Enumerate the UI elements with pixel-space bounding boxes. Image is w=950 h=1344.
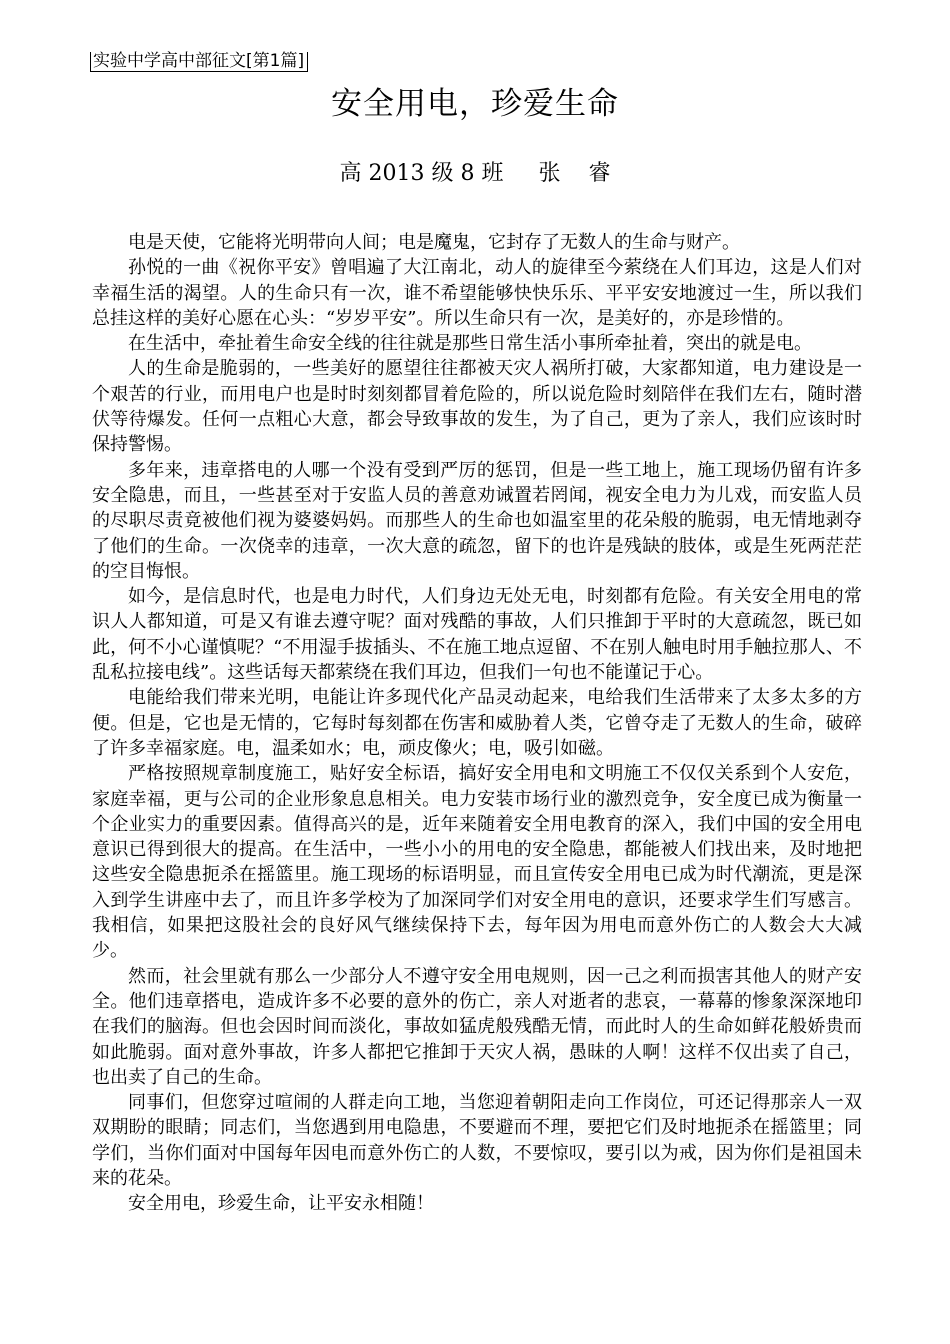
paragraph: 安全用电，珍爱生命，让平安永相随！ xyxy=(128,1193,434,1215)
paragraph: 在生活中，牵扯着生命安全线的往往就是那些日常生活小事所牵扯着，突出的就是电。 xyxy=(128,333,812,355)
paragraph: 严格按照规章制度施工，贴好安全标语，搞好安全用电和文明施工不仅仅关系到个人安危，家庭幸福，更与公司的企业形象息息相关。电力安装市场行业的激烈竞争，安全度已成为衡量一个企业实力的重要因素。值得高兴的是，近年来随着安全用电教育的深入，我们中国的安全用电意识已得到很大的提高。在生活中，一些小小的用电的安全隐患，都能被人们找出来，及时地把这些安全隐患扼杀在摇篮里。施工现场的标语明显，而且宣传安全用电已成为时代潮流，更是深入到学生讲座中去了，而且许多学校为了加深同学们对安全用电的意识，还要求学生们写感言。我相信，如果把这股社会的良好风气继续保持下去，每年因为用电而意外伤亡的人数会大大减少。 xyxy=(92,763,862,962)
essay-body xyxy=(92,230,862,1217)
essay-series-label: 实验中学高中部征文[第1篇] xyxy=(90,52,308,72)
essay-title: 安全用电，珍爱生命 xyxy=(331,86,619,122)
paragraph: 电是天使，它能将光明带向人间；电是魔鬼，它封存了无数人的生命与财产。 xyxy=(128,232,740,253)
paragraph: 人的生命是脆弱的，一些美好的愿望往往都被天灾人祸所打破，大家都知道，电力建设是一个艰苦的行业，而用电户也是时时刻刻都冒着危险的，所以说危险时刻陪伴在我们左右，随时潜伏等待爆发。任何一点粗心大意，都会导致事故的发生，为了自己，更为了亲人，我们应该时时保持警惕。 xyxy=(92,358,862,456)
paragraph: 电能给我们带来光明，电能让许多现代化产品灵动起来，电给我们生活带来了太多太多的方便。但是，它也是无情的，它每时每刻都在伤害和威胁着人类，它曾夺走了无数人的生命，破碎了许多幸福家庭。电，温柔如水；电，顽皮像火；电，吸引如磁。 xyxy=(92,687,862,759)
paragraph: 多年来，违章搭电的人哪一个没有受到严厉的惩罚，但是一些工地上，施工现场仍留有许多安全隐患，而且，一些甚至对于安监人员的善意劝诫置若罔闻，视安全电力为儿戏，而安监人员的尽职尽责竟被他们视为婆婆妈妈。而那些人的生命也如温室里的花朵般的脆弱，电无情地剥夺了他们的生命。一次侥幸的违章，一次大意的疏忽，留下的也许是残缺的肢体，或是生死两茫茫的空目悔恨。 xyxy=(92,459,862,582)
paragraph: 如今，是信息时代，也是电力时代，人们身边无处无电，时刻都有危险。有关安全用电的常识人人都知道，可是又有谁去遵守呢？面对残酷的事故，人们只推卸于平时的大意疏忽，既已如此，何不小心谨慎呢？“不用湿手拔插头、不在施工地点逗留、不在别人触电时用手触拉那人、不乱私拉接电线”。这些话每天都萦绕在我们耳边，但我们一句也不能谨记于心。 xyxy=(92,586,862,684)
paragraph: 同事们，但您穿过喧闹的人群走向工地，当您迎着朝阳走向工作岗位，可还记得那亲人一双双期盼的眼睛；同志们，当您遇到用电隐患，不要避而不理，要把它们及时地扼杀在摇篮里；同学们，当你们面对中国每年因电而意外伤亡的人数，不要惊叹，要引以为戒，因为你们是祖国未来的花朵。 xyxy=(92,1092,862,1189)
paragraph: 孙悦的一曲《祝你平安》曾唱遍了大江南北，动人的旋律至今萦绕在人们耳边，这是人们对幸福生活的渴望。人的生命只有一次，谁不希望能够快快乐乐、平平安安地渡过一生，所以我们总挂这样的美好心愿在心头：“岁岁平安”。所以生命只有一次，是美好的，亦是珍惜的。 xyxy=(92,257,862,329)
author-byline: 高 2013 级 8 班 张 睿 xyxy=(339,161,611,186)
paragraph: 然而，社会里就有那么一少部分人不遵守安全用电规则，因一己之利而损害其他人的财产安全。他们违章搭电，造成许多不必要的意外的伤亡，亲人对逝者的悲哀，一幕幕的惨象深深地印在我们的脑海。但也会因时间而淡化，事故如猛虎般残酷无情，而此时人的生命如鲜花般娇贵而如此脆弱。面对意外事故，许多人都把它推卸于天灾人祸，愚昧的人啊！这样不仅出卖了自己，也出卖了自己的生命。 xyxy=(92,965,862,1088)
